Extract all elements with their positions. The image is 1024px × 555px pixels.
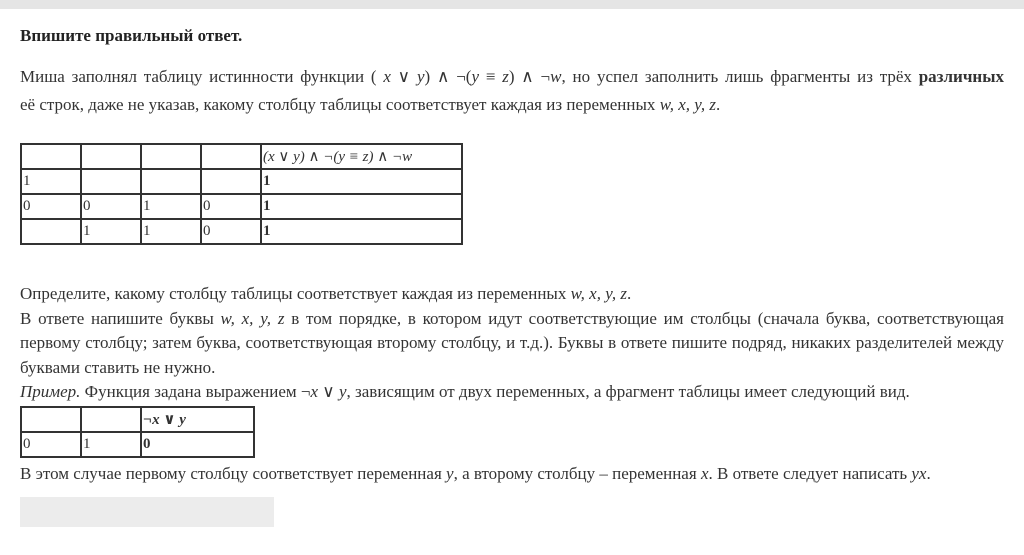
function-value-cell: 1 — [261, 169, 462, 194]
table-cell — [201, 144, 261, 169]
answer-format-text: В ответе напишите буквы w, x, y, z в том порядке, в котором идут соответствующие им столбцы (сначала буква, соответствующая первому столбцу; затем буква, соответствующая второму столбцу, и т.д.). Буквы в ответе пишите подряд, никаких разделителей между буквами ставить не нужно. — [20, 308, 1004, 377]
table-cell: 0 — [201, 194, 261, 219]
task-title: Впишите правильный ответ. — [20, 26, 243, 45]
table-header-row — [21, 407, 254, 432]
task-instructions — [20, 282, 1004, 405]
table-cell — [21, 144, 81, 169]
function-value-cell: 1 — [261, 194, 462, 219]
function-value-cell: 0 — [141, 432, 254, 457]
example-conclusion: В этом случае первому столбцу соответствует переменная y, а второму столбцу – переменная x. В ответе следует написать yx. — [20, 464, 931, 483]
table-cell — [141, 144, 201, 169]
function-value-cell: 1 — [261, 219, 462, 244]
table-cell: 1 — [141, 219, 201, 244]
table-cell — [21, 219, 81, 244]
table-header-row — [21, 144, 462, 169]
table-cell — [81, 169, 141, 194]
table-cell: 0 — [21, 194, 81, 219]
table-cell — [81, 144, 141, 169]
table-row — [21, 219, 462, 244]
table-cell — [81, 407, 141, 432]
intro-line-1: Миша заполнял таблицу истинности функции ( x ∨ y) ∧ ¬(y ≡ z) ∧ ¬w, но успел заполнить лишь фрагменты из трёх различных — [20, 67, 1004, 86]
formula-header: (x ∨ y) ∧ ¬(y ≡ z) ∧ ¬w — [261, 144, 462, 169]
table-row — [21, 194, 462, 219]
example-text: Пример. Функция задана выражением ¬x ∨ y, зависящим от двух переменных, а фрагмент таблицы имеет следующий вид. — [20, 382, 910, 401]
table-cell: 1 — [141, 194, 201, 219]
example-table — [20, 406, 255, 458]
table-cell: 0 — [21, 432, 81, 457]
table-row — [21, 169, 462, 194]
intro-paragraph — [20, 63, 1004, 119]
question-line: Определите, какому столбцу таблицы соответствует каждая из переменных w, x, y, z. — [20, 284, 632, 303]
table-cell — [21, 407, 81, 432]
table-cell: 1 — [21, 169, 81, 194]
table-row — [21, 432, 254, 457]
table-cell: 1 — [81, 219, 141, 244]
emphasis-different: различных — [918, 67, 1004, 86]
intro-line-2: её строк, даже не указав, какому столбцу таблицы соответствует каждая из переменных w, x, y, z. — [20, 95, 721, 114]
table-cell — [201, 169, 261, 194]
top-bar — [0, 0, 1024, 9]
table-cell: 0 — [201, 219, 261, 244]
table-cell — [141, 169, 201, 194]
table-cell: 1 — [81, 432, 141, 457]
formula-header: ¬x ∨ y — [141, 407, 254, 432]
table-cell: 0 — [81, 194, 141, 219]
truth-table-fragment — [20, 143, 463, 245]
answer-input[interactable] — [20, 497, 274, 527]
